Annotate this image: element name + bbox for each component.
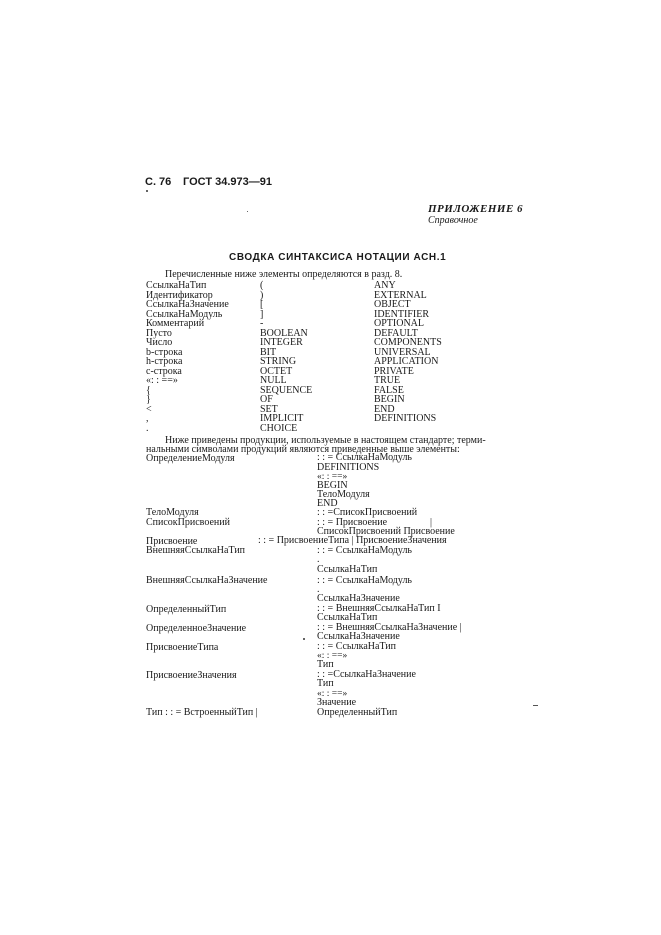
- element-col3-10: TRUE: [374, 375, 401, 386]
- element-col2-8: STRING: [260, 356, 297, 367]
- element-col1-1: Идентификатор: [146, 289, 213, 301]
- production-rhs: DEFINITIONS: [317, 461, 380, 473]
- element-col1-11: {: [146, 384, 151, 396]
- production-rhs: .: [317, 584, 320, 595]
- element-col3-4: OPTIONAL: [374, 318, 424, 329]
- element-col2-5: BOOLEAN: [260, 327, 308, 339]
- element-col2-15: CHOICE: [260, 422, 298, 434]
- element-col3-5: DEFAULT: [374, 327, 418, 339]
- section-title: СВОДКА СИНТАКСИСА НОТАЦИИ АСН.1: [229, 252, 447, 263]
- production-rhs: СсылкаНаЗначение: [317, 593, 400, 604]
- production-rhs: : : = ВнешняяСсылкаНаЗначение |: [317, 622, 462, 633]
- element-col2-12: OF: [260, 394, 273, 405]
- appendix-label: ПРИЛОЖЕНИЕ 6: [428, 203, 524, 215]
- production-rhs: СсылкаНаЗначение: [317, 631, 400, 642]
- production-alt-bar: |: [430, 517, 433, 528]
- production-rhs: Тип: [317, 678, 334, 689]
- element-col3-6: COMPONENTS: [374, 337, 442, 348]
- print-speck: [533, 705, 538, 706]
- production-left: ОпределенноеЗначение: [146, 623, 247, 634]
- element-col2-10: NULL: [260, 375, 287, 386]
- production-rhs: : : =СписокПрисвоений: [317, 507, 418, 518]
- element-col2-9: OCTET: [260, 365, 293, 377]
- intro-text: Перечисленные ниже элементы определяются в разд. 8.: [165, 269, 403, 280]
- element-col1-3: СсылкаНаМодуль: [146, 308, 223, 320]
- element-col3-9: PRIVATE: [374, 365, 414, 377]
- production-left: ОпределенныйТип: [146, 604, 227, 615]
- element-col2-1: ): [260, 289, 264, 301]
- element-col2-7: BIT: [260, 346, 277, 358]
- production-left: Тип : : = ВстроенныйТип |: [146, 707, 258, 718]
- production-rhs: СписокПрисвоений Присвоение: [317, 526, 455, 537]
- production-rhs: Значение: [317, 697, 357, 708]
- standard-number: ГОСТ 34.973—91: [183, 176, 272, 188]
- productions-intro-line2: нальными символами продукций являются приведенные выше элементы:: [146, 444, 460, 455]
- production-rhs: : : = СсылкаНаМодуль: [317, 452, 412, 463]
- element-col1-12: }: [146, 394, 151, 405]
- element-col1-15: .: [146, 422, 149, 434]
- production-rhs: : : = Присвоение: [317, 517, 388, 528]
- element-col1-8: h-строка: [146, 356, 183, 367]
- print-speck: [303, 638, 305, 640]
- element-col1-6: Число: [146, 337, 173, 348]
- element-col3-12: BEGIN: [374, 394, 405, 405]
- element-col3-3: IDENTIFIER: [374, 308, 429, 320]
- element-col1-10: «: : ==»: [146, 375, 178, 386]
- production-rhs: ОпределенныйТип: [317, 707, 398, 718]
- element-col1-5: Пусто: [146, 327, 172, 339]
- element-col2-2: [: [260, 299, 264, 310]
- element-col2-11: SEQUENCE: [260, 384, 313, 396]
- element-col3-0: ANY: [374, 280, 396, 291]
- page-number: С. 76: [145, 176, 172, 188]
- production-rhs: СсылкаНаТип: [317, 612, 378, 623]
- element-col1-7: b-строка: [146, 346, 183, 358]
- productions-intro-line1: Ниже приведены продукции, используемые в настоящем стандарте; терми-: [165, 435, 486, 446]
- element-col3-14: DEFINITIONS: [374, 413, 437, 424]
- element-col1-4: Комментарий: [146, 318, 205, 329]
- production-rhs: BEGIN: [317, 480, 348, 491]
- element-col3-8: APPLICATION: [374, 356, 439, 367]
- production-rhs: END: [317, 498, 338, 509]
- production-rhs: «: : ==»: [317, 651, 348, 661]
- element-col2-3: ]: [260, 308, 264, 320]
- element-col1-9: c-строка: [146, 365, 182, 377]
- production-rhs: СсылкаНаТип: [317, 564, 378, 575]
- production-rhs: : : = СсылкаНаМодуль: [317, 545, 412, 556]
- production-rhs: : : = СсылкаНаТип: [317, 641, 397, 652]
- production-rhs: «: : ==»: [317, 472, 348, 482]
- appendix-subtitle: Справочное: [428, 215, 478, 226]
- production-rhs: : : = ПрисвоениеТипа | ПрисвоениеЗначения: [258, 535, 447, 546]
- production-left: ВнешняяСсылкаНаЗначение: [146, 575, 268, 586]
- production-rhs: : : = СсылкаНаМодуль: [317, 575, 412, 586]
- element-col1-13: <: [146, 403, 152, 415]
- element-col2-0: (: [260, 280, 264, 291]
- element-col1-0: СсылкаНаТип: [146, 280, 207, 291]
- element-col2-13: SET: [260, 403, 278, 415]
- production-left: ОпределениеМодуля: [146, 453, 235, 464]
- production-rhs: ТелоМодуля: [317, 489, 370, 500]
- production-rhs: Тип: [317, 659, 334, 670]
- element-col3-13: END: [374, 403, 395, 415]
- production-left: ПрисвоениеЗначения: [146, 670, 237, 681]
- production-left: ТелоМодуля: [146, 507, 199, 518]
- element-col2-6: INTEGER: [260, 337, 303, 348]
- element-col3-2: OBJECT: [374, 299, 411, 310]
- production-rhs: .: [317, 554, 320, 565]
- production-left: ВнешняяСсылкаНаТип: [146, 545, 246, 556]
- production-rhs: «: : ==»: [317, 689, 348, 699]
- element-col3-1: EXTERNAL: [374, 289, 427, 301]
- production-rhs: : : = ВнешняяСсылкаНаТип I: [317, 603, 441, 614]
- element-col3-11: FALSE: [374, 384, 404, 396]
- production-left: Присвоение: [146, 536, 198, 547]
- production-left: ПрисвоениеТипа: [146, 642, 219, 653]
- print-speck: [247, 211, 248, 212]
- print-speck: [146, 190, 148, 192]
- element-col1-14: ,: [146, 413, 149, 424]
- element-col3-7: UNIVERSAL: [374, 346, 431, 358]
- element-col1-2: СсылкаНаЗначение: [146, 299, 229, 310]
- production-rhs: : : =СсылкаНаЗначение: [317, 669, 416, 680]
- production-left: СписокПрисвоений: [146, 517, 230, 528]
- element-col2-4: -: [260, 318, 264, 329]
- element-col2-14: IMPLICIT: [260, 413, 304, 424]
